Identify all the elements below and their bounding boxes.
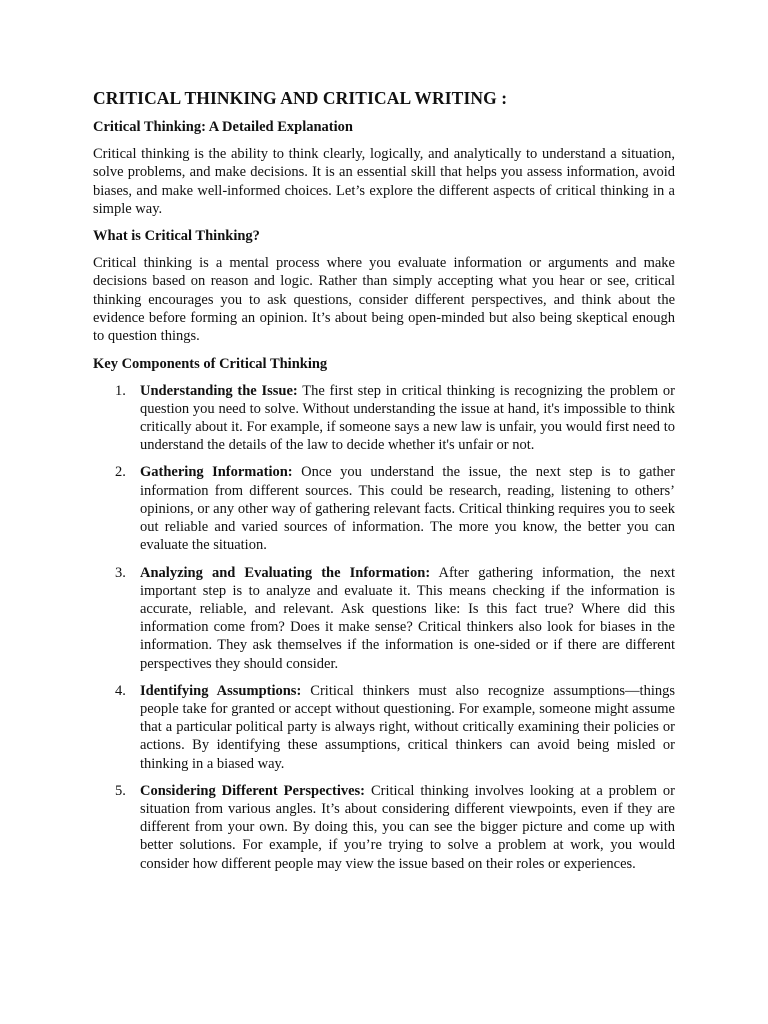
list-item-text: Critical thinking involves looking at a problem or situation from various angles. It’s about considering different viewpoints, even if they are different from your own. By doing this, you can see the bigger picture and come up with better solutions. For example, if you’re trying to solve a problem at work, you would consider how different people may view the issue based on their roles or experiences. bbox=[140, 782, 676, 872]
document-subtitle: Critical Thinking: A Detailed Explanation bbox=[93, 119, 353, 135]
list-item-term: Identifying Assumptions: bbox=[140, 682, 302, 699]
list-item bbox=[93, 463, 675, 554]
list-item bbox=[93, 564, 675, 673]
list-item-number: 1. bbox=[115, 382, 126, 399]
list-item-text: The first step in critical thinking is recognizing the problem or question you need to solve. Without understanding the issue at hand, it's impossible to think critically about it. For example, if someone says a new law is unfair, you would first need to understand the details of the law to decide whether it's unfair or not. bbox=[140, 382, 675, 454]
document-title: CRITICAL THINKING AND CRITICAL WRITING : bbox=[93, 88, 508, 108]
list-item-term: Considering Different Perspectives: bbox=[140, 782, 366, 799]
list-item-number: 3. bbox=[115, 564, 126, 581]
list-item-number: 2. bbox=[115, 464, 126, 481]
list-item-term: Understanding the Issue: bbox=[140, 382, 298, 399]
section-heading-key-components: Key Components of Critical Thinking bbox=[93, 355, 328, 372]
list-item-number: 5. bbox=[115, 782, 126, 799]
list-item bbox=[93, 682, 675, 773]
document-page bbox=[93, 88, 675, 882]
intro-paragraph: Critical thinking is the ability to think clearly, logically, and analytically to understand a situation, solve problems, and make decisions. It is an essential skill that helps you assess information, avoid biases, and make well-informed choices. Let’s explore the different aspects of critical thinking in a simple way. bbox=[93, 146, 675, 217]
list-item bbox=[93, 382, 675, 455]
key-components-list bbox=[93, 382, 675, 873]
list-item-number: 4. bbox=[115, 682, 126, 699]
list-item-text: Critical thinkers must also recognize assumptions—things people take for granted or accept without questioning. For example, someone might assume that a particular political party is always right, without critically examining their policies or actions. By identifying these assumptions, critical thinkers can avoid being misled or thinking in a biased way. bbox=[140, 682, 676, 772]
list-item-text: Once you understand the issue, the next step is to gather information from different sources. This could be research, reading, listening to others’ opinions, or any other way of gathering relevant facts. Critical thinking requires you to seek out reliable and varied sources of information. The more you know, the better you can evaluate the situation. bbox=[140, 464, 676, 554]
list-item-text: After gathering information, the next important step is to analyze and evaluate it. This means checking if the information is accurate, reliable, and relevant. Ask questions like: Is this fact true? Where did this information come from? Does it make sense? Critical thinkers also look for biases in the information. They ask themselves if the information is one-sided or if there are different perspectives they should consider. bbox=[140, 564, 676, 672]
section-heading-what-is: What is Critical Thinking? bbox=[93, 228, 260, 245]
section-body-what-is: Critical thinking is a mental process where you evaluate information or arguments and make decisions based on reason and logic. Rather than simply accepting what you hear or see, critical thinking encourages you to ask questions, consider different perspectives, and think about the evidence before forming an opinion. It’s about being open-minded but also being skeptical enough to question things. bbox=[93, 255, 675, 345]
list-item-term: Analyzing and Evaluating the Information: bbox=[140, 564, 431, 581]
list-item-term: Gathering Information: bbox=[140, 464, 293, 481]
list-item bbox=[93, 782, 675, 873]
